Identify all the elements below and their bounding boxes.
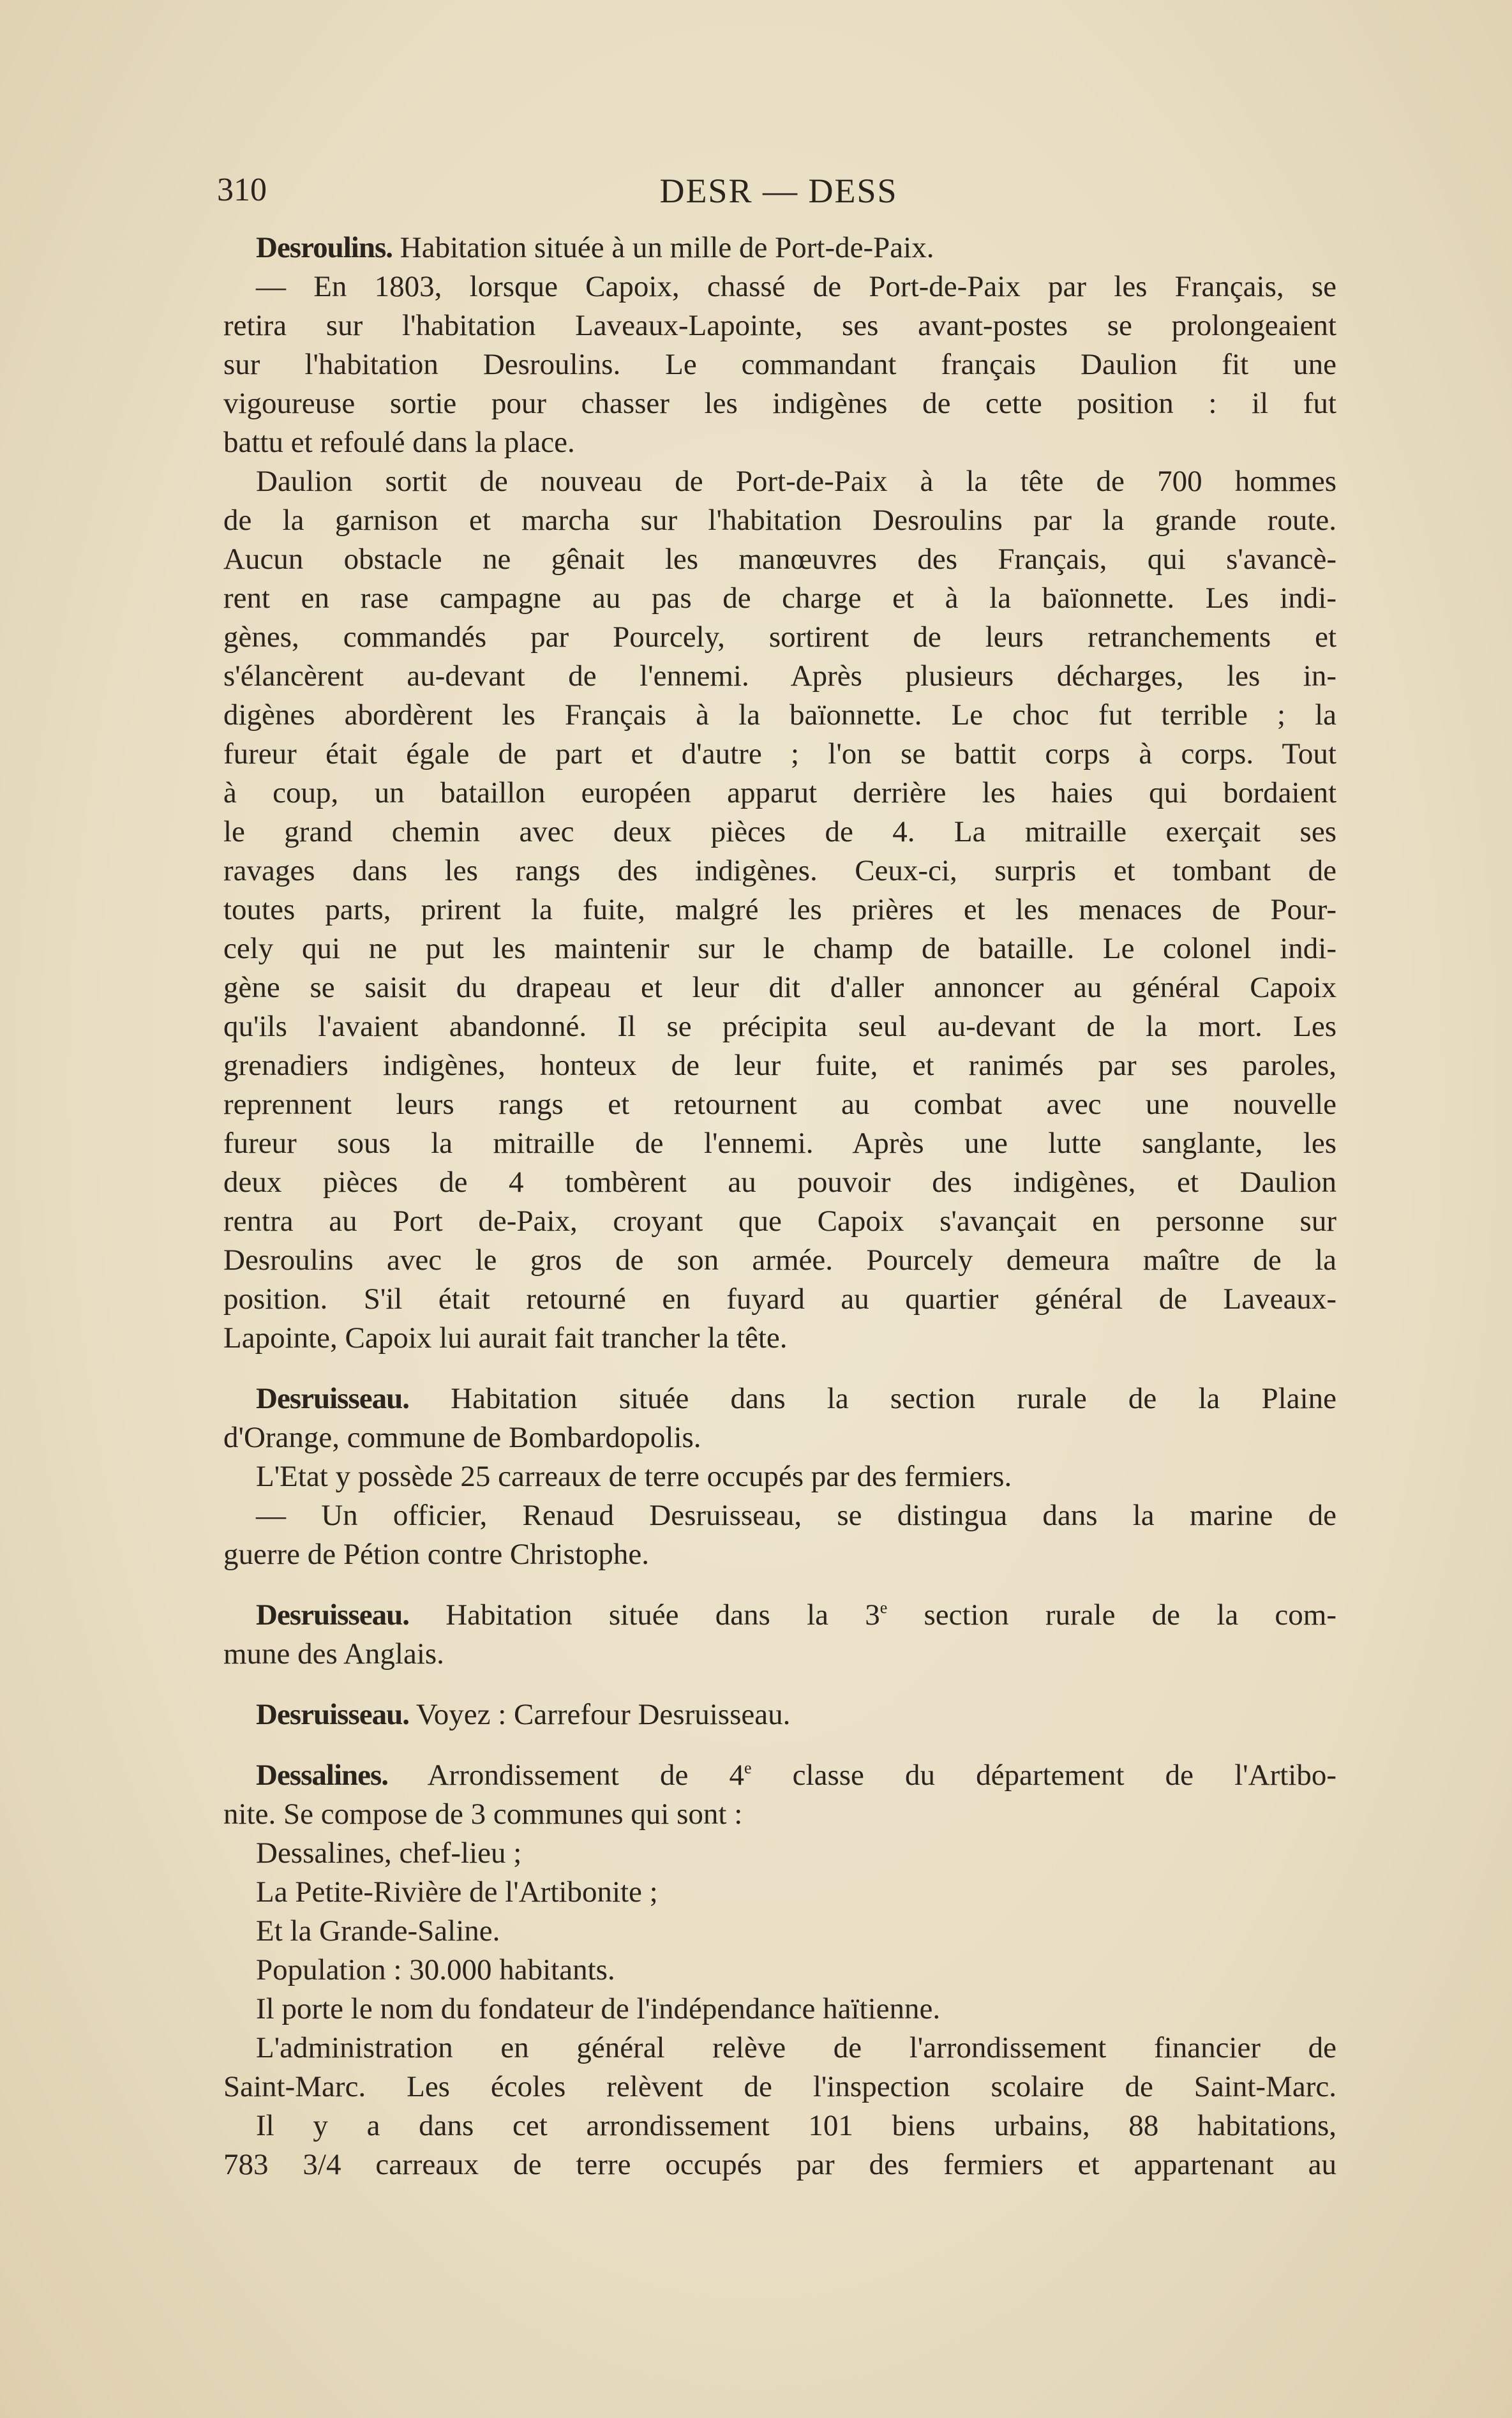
line-text: ravages dans les rangs des indigènes. Ceux-ci, surpris et tombant de: [223, 854, 1336, 887]
text-line: [223, 813, 1336, 852]
line-text: — En 1803, lorsque Capoix, chassé de Port-de-Paix par les Français, se: [256, 270, 1336, 303]
line-text: gènes, commandés par Pourcely, sortirent de leurs retranchements et: [223, 620, 1336, 654]
line-text: toutes parts, prirent la fuite, malgré les prières et les menaces de Pour-: [223, 893, 1336, 926]
text-line: [223, 929, 1336, 968]
entry-headword: Desruisseau.: [256, 1698, 409, 1731]
line-text: à coup, un bataillon européen apparut derrière les haies qui bordaient: [223, 776, 1336, 809]
text-line: [223, 229, 1336, 267]
line-text: s'élancèrent au-devant de l'ennemi. Après plusieurs décharges, les in-: [223, 659, 1336, 693]
page-number: 310: [217, 172, 267, 208]
text-line: [223, 618, 1336, 657]
line-text: position. S'il était retourné en fuyard au quartier général de Laveaux-: [223, 1282, 1336, 1316]
line-text: guerre de Pétion contre Christophe.: [223, 1538, 649, 1571]
text-line: [223, 1124, 1336, 1163]
line-text: gène se saisit du drapeau et leur dit d'aller annoncer au général Capoix: [223, 971, 1336, 1004]
line-text: rent en rase campagne au pas de charge et à la baïonnette. Les indi-: [223, 582, 1336, 615]
dictionary-entry: [223, 229, 1336, 1358]
line-text: deux pièces de 4 tombèrent au pouvoir des indigènes, et Daulion: [223, 1166, 1336, 1199]
line-text: digènes abordèrent les Français à la baïonnette. Le choc fut terrible ; la: [223, 698, 1336, 732]
text-line: [223, 1912, 1336, 1951]
line-text: La Petite-Rivière de l'Artibonite ;: [256, 1875, 658, 1909]
entry-headword: Dessalines.: [256, 1759, 389, 1792]
running-head: DESR — DESS: [659, 172, 898, 210]
entry-headword: Desroulins.: [256, 231, 393, 264]
line-text: Population : 30.000 habitants.: [256, 1953, 615, 1986]
line-text: battu et refoulé dans la place.: [223, 426, 575, 459]
line-text: vigoureuse sortie pour chasser les indigènes de cette position : il fut: [223, 387, 1336, 420]
text-line: [223, 1535, 1336, 1574]
line-text: Desroulins avec le gros de son armée. Pourcely demeura maître de la: [223, 1243, 1336, 1277]
line-text: mune des Anglais.: [223, 1637, 444, 1671]
text-line: [223, 306, 1336, 345]
text-line: [223, 1085, 1336, 1124]
text-line: [223, 1695, 1336, 1734]
text-line: [223, 1795, 1336, 1834]
text-line: [223, 1319, 1336, 1358]
text-line: [223, 1280, 1336, 1319]
line-text: fureur sous la mitraille de l'ennemi. Après une lutte sanglante, les: [223, 1127, 1336, 1160]
text-line: [223, 2106, 1336, 2145]
text-line: [223, 501, 1336, 540]
line-text-continued: section rurale de la com-: [887, 1598, 1336, 1632]
text-line: [223, 1496, 1336, 1535]
text-line: [223, 423, 1336, 462]
line-text: — Un officier, Renaud Desruisseau, se distingua dans la marine de: [256, 1499, 1336, 1532]
line-text: Habitation située dans la section rurale de la Plaine: [408, 1382, 1336, 1415]
line-text: Lapointe, Capoix lui aurait fait trancher la tête.: [223, 1321, 788, 1355]
text-line: [223, 1457, 1336, 1496]
line-text: Saint-Marc. Les écoles relèvent de l'inspection scolaire de Saint-Marc.: [223, 2070, 1336, 2103]
text-line: [223, 1756, 1336, 1795]
entry-headword: Desruisseau.: [256, 1382, 409, 1415]
line-text: fureur était égale de part et d'autre ; l'on se battit corps à corps. Tout: [223, 737, 1336, 770]
line-text: qu'ils l'avaient abandonné. Il se précipita seul au-devant de la mort. Les: [223, 1010, 1336, 1043]
line-text: d'Orange, commune de Bombardopolis.: [223, 1421, 701, 1454]
line-text: Voyez : Carrefour Desruisseau.: [408, 1698, 791, 1731]
line-text: le grand chemin avec deux pièces de 4. La mitraille exerçait ses: [223, 815, 1336, 848]
dictionary-entry: [223, 1756, 1336, 2184]
text-line: [223, 462, 1336, 501]
line-text: L'Etat y possède 25 carreaux de terre occupés par des fermiers.: [256, 1460, 1012, 1493]
line-text: sur l'habitation Desroulins. Le commandant français Daulion fit une: [223, 348, 1336, 381]
line-text-continued: classe du département de l'Artibo-: [751, 1759, 1336, 1792]
ordinal-superscript: e: [744, 1759, 752, 1777]
line-text: de la garnison et marcha sur l'habitation Desroulins par la grande route.: [223, 504, 1336, 537]
text-line: [223, 2029, 1336, 2068]
ordinal-superscript: e: [880, 1598, 888, 1617]
line-text: reprennent leurs rangs et retournent au combat avec une nouvelle: [223, 1088, 1336, 1121]
text-line: [223, 267, 1336, 306]
text-line: [223, 1951, 1336, 1990]
text-line: [223, 735, 1336, 774]
line-text: retira sur l'habitation Laveaux-Lapointe, ses avant-postes se prolongeaient: [223, 309, 1336, 342]
text-line: [223, 345, 1336, 384]
text-line: [223, 1007, 1336, 1046]
line-text: Il porte le nom du fondateur de l'indépendance haïtienne.: [256, 1992, 941, 2025]
text-line: [223, 1163, 1336, 1202]
text-line: [223, 2145, 1336, 2184]
dictionary-entry: [223, 1596, 1336, 1674]
line-text: Aucun obstacle ne gênait les manœuvres des Français, qui s'avancè-: [223, 543, 1336, 576]
text-line: [223, 1635, 1336, 1674]
text-line: [223, 1596, 1336, 1635]
text-line: [223, 890, 1336, 929]
line-text: rentra au Port de-Paix, croyant que Capoix s'avançait en personne sur: [223, 1205, 1336, 1238]
page-header: [217, 171, 1340, 216]
text-line: [223, 774, 1336, 813]
text-line: [223, 1379, 1336, 1418]
text-line: [223, 540, 1336, 579]
line-text: grenadiers indigènes, honteux de leur fuite, et ranimés par ses paroles,: [223, 1049, 1336, 1082]
text-line: [223, 1834, 1336, 1873]
text-line: [223, 1418, 1336, 1457]
text-line: [223, 657, 1336, 696]
line-text: cely qui ne put les maintenir sur le champ de bataille. Le colonel indi-: [223, 932, 1336, 965]
text-line: [223, 1990, 1336, 2029]
line-text: 783 3/4 carreaux de terre occupés par des fermiers et appartenant au: [223, 2148, 1336, 2181]
text-line: [223, 1873, 1336, 1912]
text-line: [223, 579, 1336, 618]
text-line: [223, 2068, 1336, 2106]
line-text: nite. Se compose de 3 communes qui sont :: [223, 1798, 743, 1831]
line-text: Et la Grande-Saline.: [256, 1914, 500, 1948]
text-line: [223, 1202, 1336, 1241]
line-text: Habitation située à un mille de Port-de-Paix.: [393, 231, 934, 264]
line-text: Arrondissement de 4: [388, 1759, 744, 1792]
text-line: [223, 968, 1336, 1007]
dictionary-entry: [223, 1379, 1336, 1574]
line-text: Dessalines, chef-lieu ;: [256, 1836, 522, 1870]
text-line: [223, 1046, 1336, 1085]
text-line: [223, 852, 1336, 890]
text-line: [223, 1241, 1336, 1280]
text-line: [223, 384, 1336, 423]
line-text: L'administration en général relève de l'arrondissement financier de: [256, 2031, 1336, 2064]
line-text: Il y a dans cet arrondissement 101 biens urbains, 88 habitations,: [256, 2109, 1336, 2142]
dictionary-entry: [223, 1695, 1336, 1734]
text-line: [223, 696, 1336, 735]
entry-headword: Desruisseau.: [256, 1598, 409, 1632]
line-text: Habitation située dans la 3: [408, 1598, 880, 1632]
line-text: Daulion sortit de nouveau de Port-de-Paix à la tête de 700 hommes: [256, 465, 1336, 498]
text-body: [223, 229, 1336, 2206]
